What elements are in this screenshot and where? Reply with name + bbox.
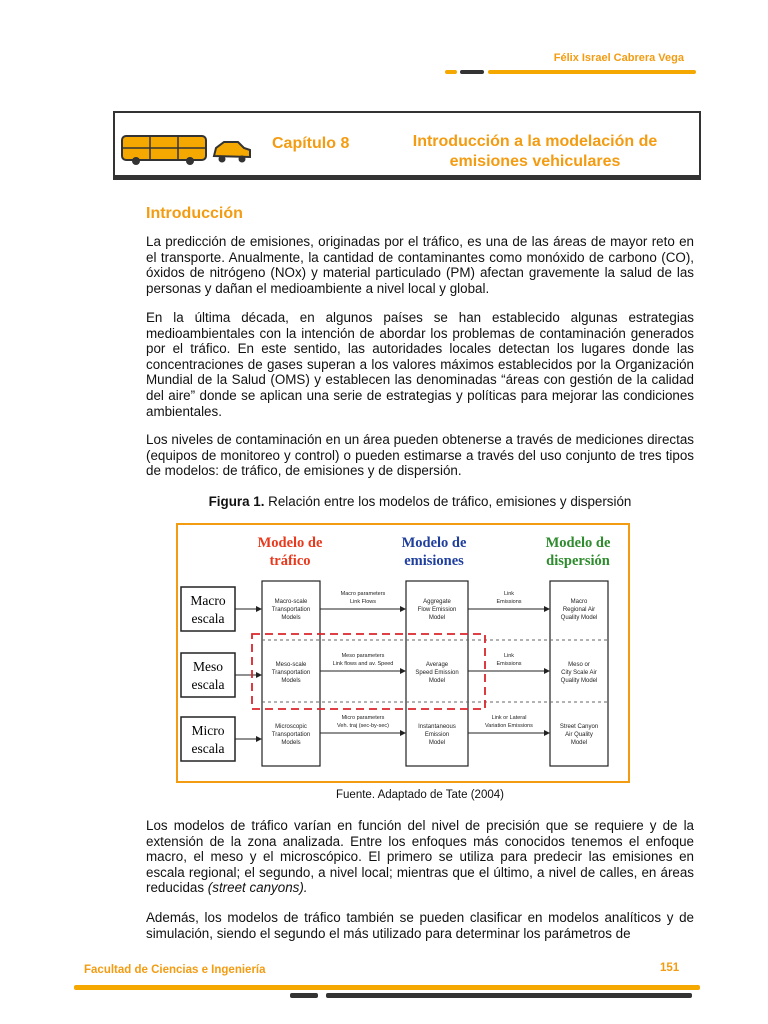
- header-emission-line2: emisiones: [404, 553, 464, 569]
- paragraph-1: La predicción de emisiones, originadas por el tráfico, es una de las áreas de mayor reto en el transporte. Anualmente, la cantidad de contaminantes como monóxido de carbono (CO), óxidos de nitrógeno (NOx) y material particulado (PM) afectan gravemente la salud de las personas y dañan el medioambiente a nivel local y global.: [146, 234, 694, 296]
- link-meso-l2: Emissions: [496, 661, 522, 667]
- params-macro-l1: Macro parameters: [340, 591, 386, 597]
- emission-macro-l3: Model: [428, 615, 446, 621]
- params-meso-l2: Link flows and av. Speed: [332, 661, 394, 667]
- emission-micro-l3: Model: [428, 740, 446, 746]
- paragraph-4-text: Los modelos de tráfico varían en función del nivel de precisión que se requiere y de la extensión de la zona analizada. Entre los enfoques más conocidos tenemos el enfoque macro, el meso y el microscópico. El primero se utiliza para predecir las emisiones en escala regional; el segundo, a nivel local; mientras que el último, a nivel de calles, en áreas reducidas: [146, 818, 694, 896]
- section-title: Introducción: [146, 205, 243, 222]
- header-rule-dot-dark: [460, 70, 484, 74]
- traffic-micro-l3: Models: [281, 740, 301, 746]
- dispersion-meso-l1: Meso or: [568, 662, 590, 668]
- header-rule-dot-orange: [445, 70, 457, 74]
- bus-and-car-icon: [120, 130, 254, 168]
- figure-label: Figura 1.: [208, 494, 265, 509]
- scale-meso-line2: escala: [191, 677, 225, 692]
- emission-meso-l1: Average: [425, 662, 449, 668]
- params-meso-l1: Meso parameters: [341, 653, 385, 659]
- emission-micro-l1: Instantaneous: [418, 724, 456, 730]
- traffic-meso-l2: Transportation: [271, 670, 311, 676]
- traffic-micro-l2: Transportation: [271, 732, 311, 738]
- footer-rule-orange: [74, 985, 700, 990]
- paragraph-5: Además, los modelos de tráfico también se pueden clasificar en modelos analíticos y de simulación, siendo el segundo el más utilizado para determinar los parámetros de: [146, 910, 694, 941]
- link-micro-l2: Variation Emissions: [485, 723, 533, 729]
- footer-rule-dark: [326, 993, 692, 998]
- dispersion-macro-l1: Macro: [570, 599, 588, 605]
- header-dispersion-line1: Modelo de: [545, 535, 611, 551]
- figure-caption-text: Relación entre los modelos de tráfico, emisiones y dispersión: [264, 494, 632, 509]
- page-number: 151: [660, 962, 680, 974]
- footer-rule-dot: [290, 993, 318, 998]
- scale-micro-line2: escala: [191, 741, 225, 756]
- chapter-banner-shadow: [113, 175, 701, 180]
- paragraph-2: En la última década, en algunos países se han establecido algunas estrategias medioambientales con la intención de abordar los problemas de contaminación generados por el tráfico. En este sentido, las autoridades locales detectan los lugares donde las concentraciones de gases superan a los valores máximos establecidos por la Organización Mundial de la Salud (OMS) y establecen las denominadas “áreas con gestión de la calidad del aire” donde se aplican una serie de estrategias y políticas para mejorar las condiciones ambientales.: [146, 310, 694, 419]
- scale-micro-line1: Micro: [191, 723, 225, 738]
- dispersion-meso-l2: City Scale Air: [561, 670, 597, 676]
- header-traffic-line2: tráfico: [269, 553, 311, 569]
- dispersion-macro-l2: Regional Air: [562, 607, 596, 613]
- scale-macro-line1: Macro: [190, 593, 226, 608]
- emission-macro-l1: Aggregate: [423, 599, 451, 605]
- dispersion-micro-l1: Street Canyon: [559, 724, 599, 730]
- figure-caption: [146, 494, 694, 509]
- paragraph-4: [146, 818, 694, 896]
- footer-faculty: Facultad de Ciencias e Ingeniería: [84, 964, 266, 976]
- params-micro-l1: Micro parameters: [341, 715, 385, 721]
- params-micro-l2: Veh. traj (sec-by-sec): [337, 723, 389, 729]
- chapter-title-line1: Introducción a la modelación de: [412, 133, 658, 150]
- figure-source: Fuente. Adaptado de Tate (2004): [336, 789, 504, 801]
- diagram-svg: [178, 525, 628, 781]
- dispersion-micro-l3: Model: [570, 740, 588, 746]
- traffic-macro-l3: Models: [281, 615, 301, 621]
- figure-diagram: [176, 523, 630, 783]
- chapter-title-line2: emisiones vehiculares: [449, 153, 621, 170]
- dispersion-micro-l2: Air Quality: [565, 732, 593, 738]
- italic-term: (street canyons).: [207, 880, 308, 896]
- chapter-title: [390, 132, 680, 172]
- scale-macro-line2: escala: [191, 611, 225, 626]
- traffic-meso-l3: Models: [281, 678, 301, 684]
- emission-meso-l3: Model: [428, 678, 446, 684]
- scale-meso-line1: Meso: [193, 659, 223, 674]
- traffic-macro-l1: Macro-scale: [274, 599, 308, 605]
- author-name: Félix Israel Cabrera Vega: [553, 52, 684, 64]
- traffic-micro-l1: Microscopic: [275, 724, 307, 730]
- header-emission-line1: Modelo de: [401, 535, 467, 551]
- link-meso-l1: Link: [503, 653, 515, 659]
- emission-meso-l2: Speed Emission: [415, 670, 459, 676]
- params-macro-l2: Link Flows: [350, 599, 376, 605]
- dispersion-meso-l3: Quality Model: [560, 678, 598, 684]
- header-rule: [488, 70, 696, 74]
- dispersion-macro-l3: Quality Model: [560, 615, 598, 621]
- emission-macro-l2: Flow Emission: [417, 607, 457, 613]
- emission-micro-l2: Emission: [424, 732, 450, 738]
- chapter-number: Capítulo 8: [272, 135, 350, 152]
- header-traffic-line1: Modelo de: [257, 535, 323, 551]
- link-micro-l1: Link or Lateral: [491, 715, 527, 721]
- paragraph-3: Los niveles de contaminación en un área pueden obtenerse a través de mediciones directas (equipos de monitoreo y control) o pueden estimarse a través del uso conjunto de tres tipos de modelos: de tráfico, de emisiones y de dispersión.: [146, 432, 694, 479]
- link-macro-l2: Emissions: [496, 599, 522, 605]
- traffic-macro-l2: Transportation: [271, 607, 311, 613]
- link-macro-l1: Link: [503, 591, 515, 597]
- header-dispersion-line2: dispersión: [546, 553, 610, 569]
- traffic-meso-l1: Meso-scale: [275, 662, 307, 668]
